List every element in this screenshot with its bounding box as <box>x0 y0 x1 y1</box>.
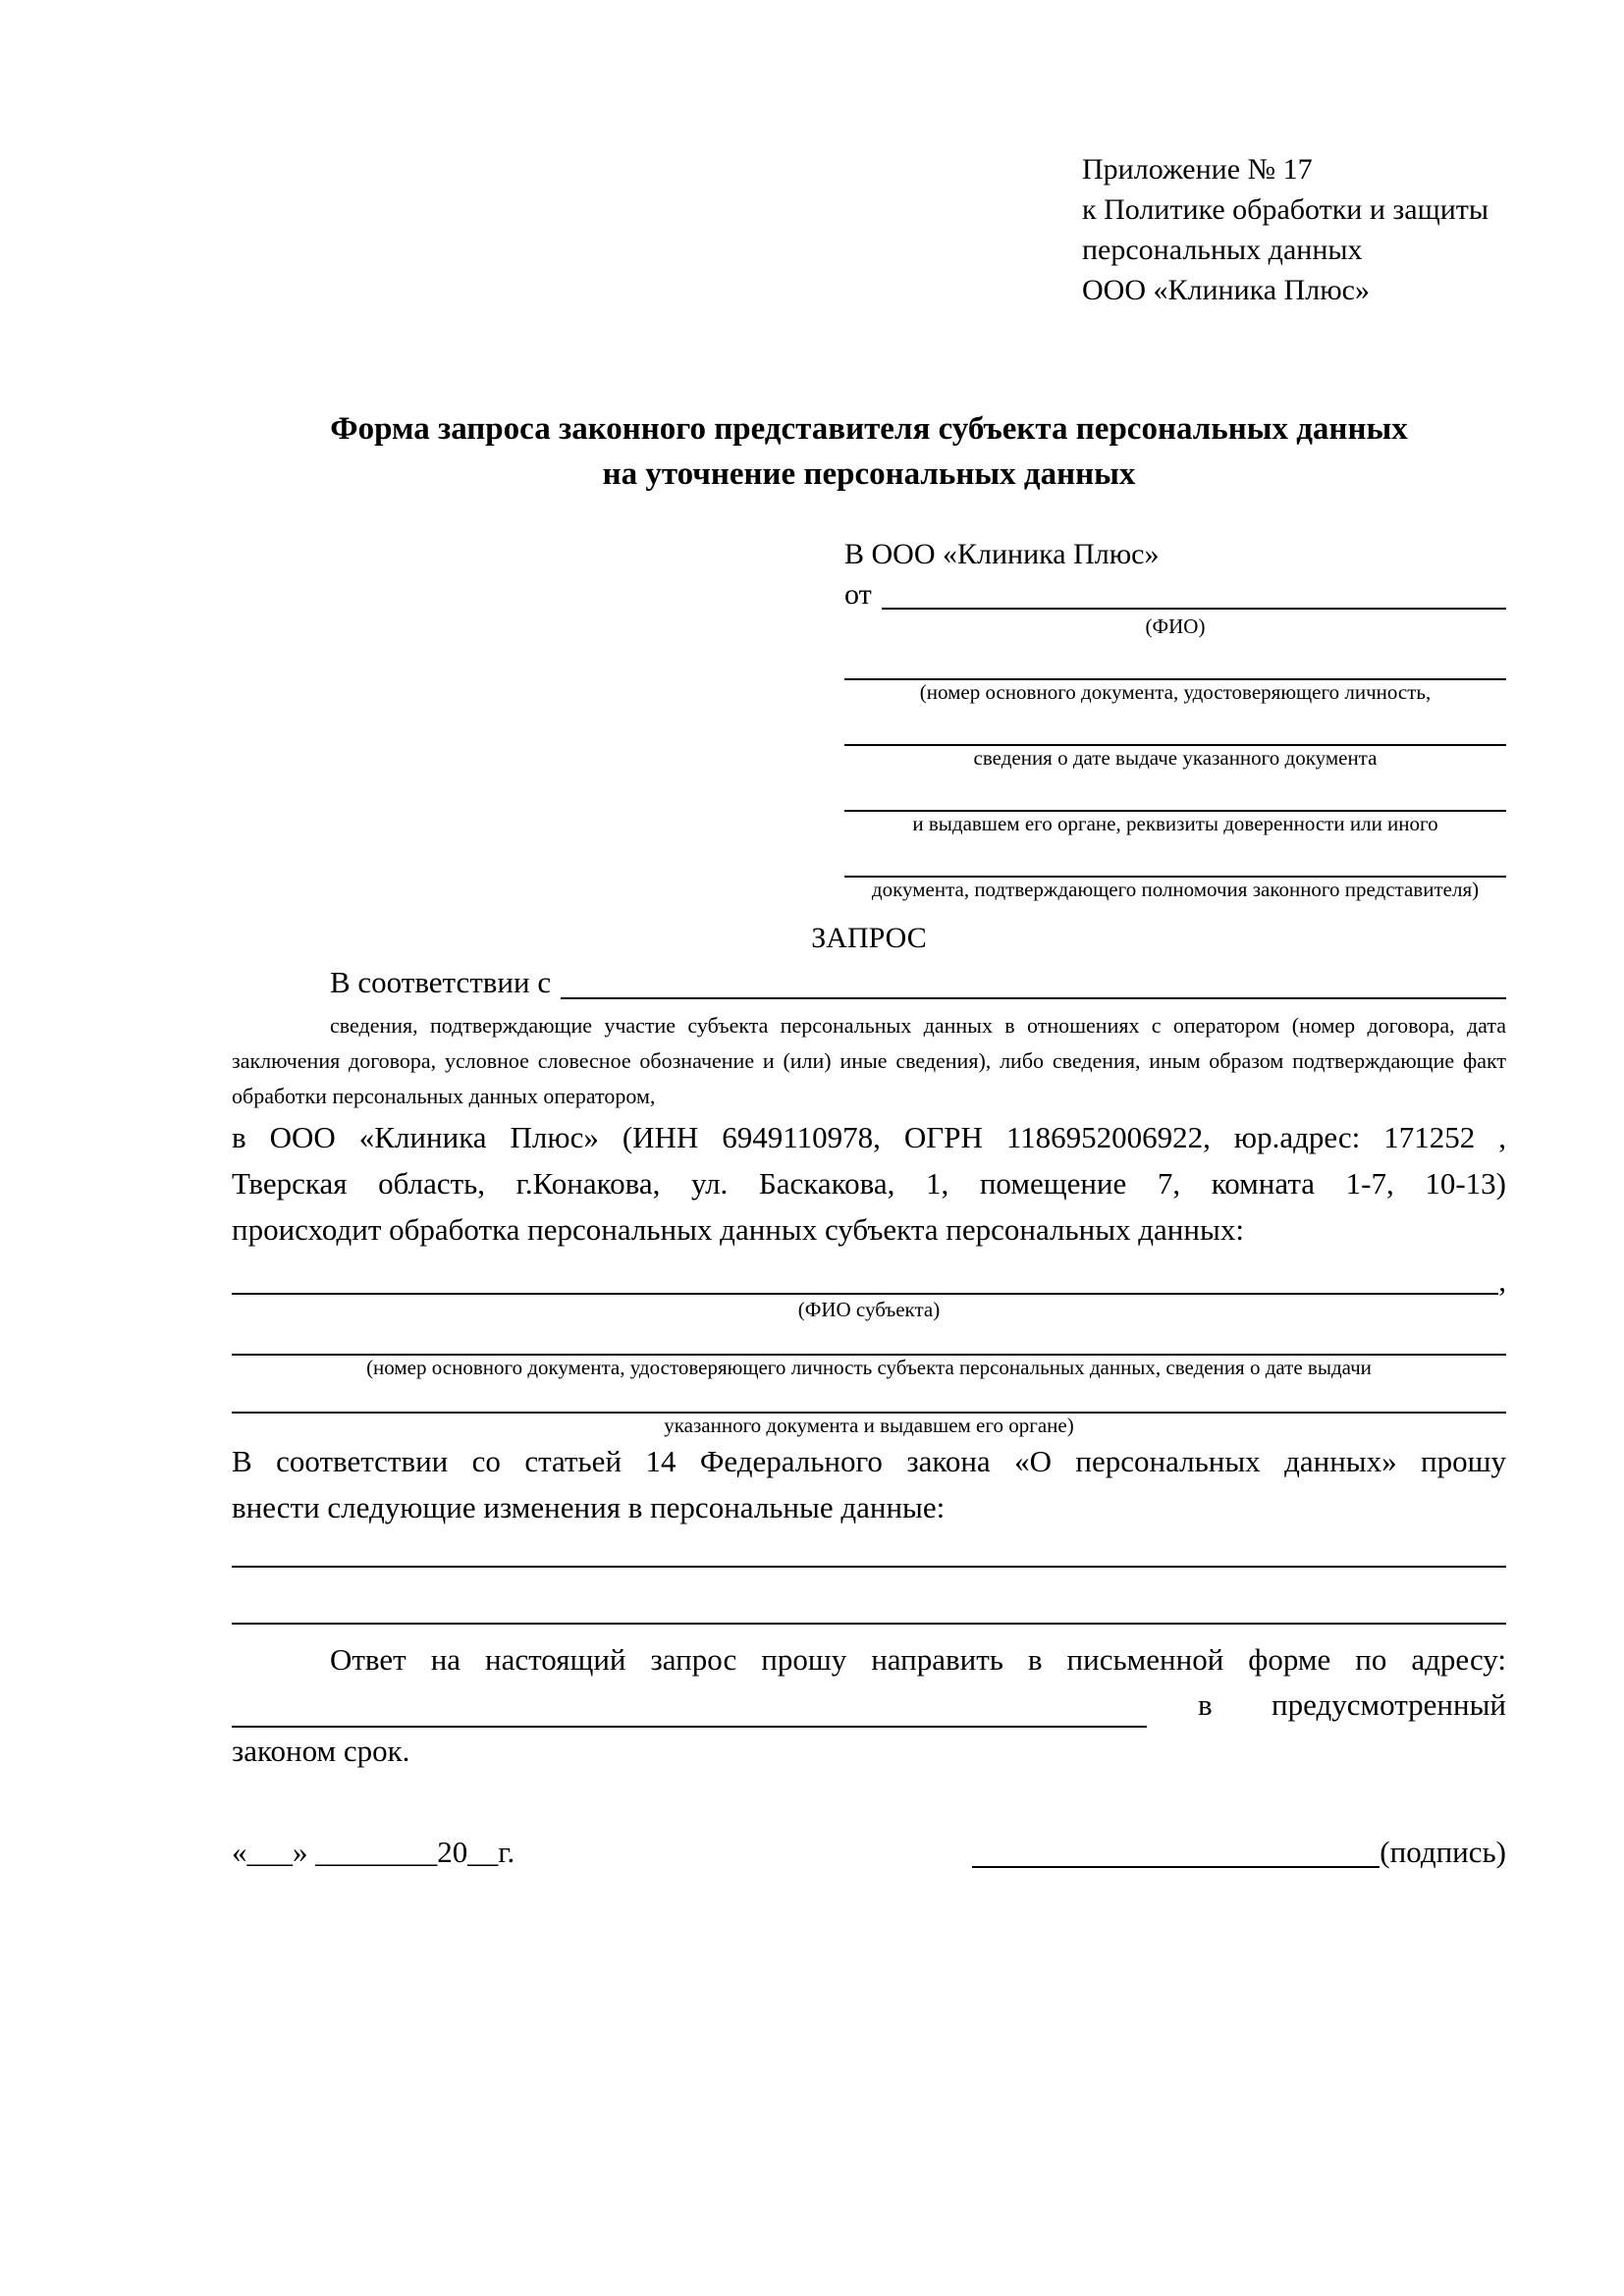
changes-blank-line-2 <box>232 1568 1506 1625</box>
article-line-1: В соответствии со статьей 14 Федерального закона «О персональных данных» прошу <box>232 1444 1506 1478</box>
page-title-line-2: на уточнение персональных данных <box>602 456 1136 492</box>
footnote-paragraph <box>232 1008 1506 1114</box>
operator-line-1: в ООО «Клиника Плюс» (ИНН 6949110978, ОГРН 1186952006922, юр.адрес: 171252 , <box>232 1120 1506 1154</box>
blank-caption: и выдавшем его органе, реквизиты доверенности или иного <box>912 812 1438 835</box>
address-row-rest <box>1147 1682 1506 1728</box>
page-title <box>232 406 1506 497</box>
request-heading: ЗАПРОС <box>811 922 927 954</box>
blank-line <box>844 639 1506 680</box>
appendix-line-2: к Политике обработки и защиты <box>1082 193 1489 226</box>
intro-row <box>232 961 1506 1004</box>
footnote-line-2: заключения договора, условное словесное обозначение и (или) иные сведения), либо сведения, иным образом подтверждающие факт <box>232 1048 1506 1073</box>
addressee-to: В ООО «Клиника Плюс» <box>844 538 1160 570</box>
blank-unit <box>844 836 1506 902</box>
blank-caption: (номер основного документа, удостоверяющего личность, <box>919 680 1432 704</box>
from-label: от <box>844 578 872 611</box>
subject-fio-suffix: , <box>1498 1263 1506 1298</box>
blank-unit <box>844 771 1506 836</box>
subject-fio-row <box>232 1264 1506 1298</box>
appendix-line-4: ООО «Клиника Плюс» <box>1082 274 1370 306</box>
subject-doc-blank-line-1 <box>232 1322 1506 1356</box>
response-tail: законом срок. <box>232 1734 410 1768</box>
page-title-line-1: Форма запроса законного представителя субъекта персональных данных <box>330 411 1408 447</box>
fio-caption: (ФИО) <box>1145 614 1206 638</box>
response-word: предусмотренный <box>1272 1687 1506 1722</box>
appendix-block <box>1082 149 1506 310</box>
blank-line <box>844 705 1506 746</box>
blank-line <box>844 836 1506 878</box>
signature-blank-line <box>972 1837 1380 1868</box>
subject-fio-blank-line <box>232 1293 1498 1295</box>
signature-caption: (подпись) <box>1380 1835 1506 1869</box>
subject-fio-caption: (ФИО субъекта) <box>797 1298 941 1321</box>
address-row <box>232 1682 1506 1728</box>
footnote-line-1: сведения, подтверждающие участие субъекта персональных данных в отношениях с оператором (номер договора, дата <box>330 1013 1506 1038</box>
operator-line-3: происходит обработка персональных данных субъекта персональных данных: <box>232 1212 1244 1247</box>
address-blank-line <box>232 1682 1147 1728</box>
intro-blank-line <box>561 997 1506 999</box>
intro-label: В соответствии с <box>330 965 552 999</box>
blank-line <box>844 771 1506 812</box>
date-line: «___» ________20__г. <box>232 1835 515 1869</box>
subject-doc-blank-line-2 <box>232 1380 1506 1414</box>
signature-group <box>972 1833 1506 1872</box>
operator-paragraph <box>232 1114 1506 1253</box>
response-line-1: Ответ на настоящий запрос прошу направить в письменной форме по адресу: <box>330 1642 1506 1677</box>
blank-caption: сведения о дате выдаче указанного документа <box>973 746 1378 770</box>
changes-blank-line-1 <box>232 1530 1506 1568</box>
addressee-from-row <box>844 574 1506 614</box>
subject-doc-caption-2: указанного документа и выдавшем его органе) <box>664 1414 1074 1437</box>
blank-unit <box>844 705 1506 771</box>
footnote-line-3: обработки персональных данных оператором, <box>232 1084 656 1108</box>
blank-caption: документа, подтверждающего полномочия законного представителя) <box>871 878 1480 901</box>
response-paragraph <box>232 1636 1506 1774</box>
operator-line-2: Тверская область, г.Конакова, ул. Баскакова, 1, помещение 7, комната 1-7, 10-13) <box>232 1166 1506 1201</box>
blank-unit <box>844 639 1506 705</box>
article-paragraph <box>232 1438 1506 1530</box>
footer-row <box>232 1833 1506 1872</box>
response-in-word: в <box>1198 1687 1213 1722</box>
subject-doc-caption-1: (номер основного документа, удостоверяющего личность субъекта персональных данных, сведения о дате выдачи <box>366 1356 1372 1379</box>
article-line-2: внести следующие изменения в персональные данные: <box>232 1490 946 1524</box>
addressee-block <box>844 534 1506 902</box>
from-blank-line <box>882 608 1506 610</box>
appendix-line-1: Приложение № 17 <box>1082 153 1313 186</box>
appendix-line-3: персональных данных <box>1082 234 1363 266</box>
